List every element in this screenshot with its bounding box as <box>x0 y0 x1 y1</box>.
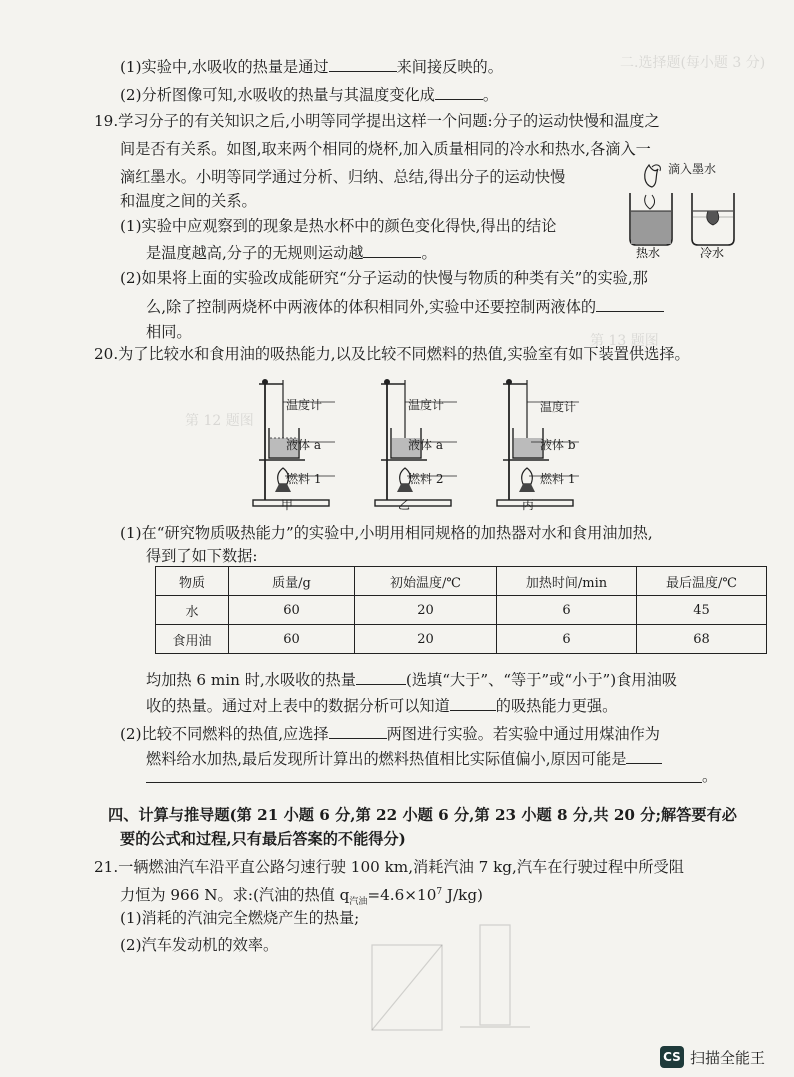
liquid-label-a: 液体 a <box>286 438 321 452</box>
table-row <box>156 596 767 625</box>
q19-line1: 19.学习分子的有关知识之后,小明等同学提出这样一个问题:分子的运动快慢和温度之 <box>94 112 660 130</box>
q18-part2: (2)分析图像可知,水吸收的热量与其温度变化成 。 <box>120 83 498 105</box>
q21-sub1: (1)消耗的汽油完全燃烧产生的热量; <box>120 909 360 927</box>
thermometer-label-a: 温度计 <box>286 398 323 412</box>
answer-blank <box>329 722 387 739</box>
table-cell: 6 <box>497 596 637 625</box>
table-cell: 60 <box>229 596 355 625</box>
figure-name-c: 丙 <box>522 498 535 512</box>
q21-sub2: (2)汽车发动机的效率。 <box>120 936 279 954</box>
answer-blank <box>435 83 483 100</box>
table-header: 最后温度/℃ <box>637 567 767 596</box>
table-header: 物质 <box>156 567 229 596</box>
table-cell: 45 <box>637 596 767 625</box>
thermometer-label-b: 温度计 <box>408 398 445 412</box>
answer-blank <box>363 241 421 258</box>
answer-line <box>146 782 702 783</box>
section-heading: 四、计算与推导题(第 21 小题 6 分,第 22 小题 6 分,第 23 小题 8 分,共 20 分;解答要有必 <box>108 806 737 824</box>
q21-line1: 21.一辆燃油汽车沿平直公路匀速行驶 100 km,消耗汽油 7 kg,汽车在行驶过程中所受阻 <box>94 858 684 876</box>
table-header: 加热时间/min <box>497 567 637 596</box>
answer-blank <box>329 55 397 72</box>
table-cell: 水 <box>156 596 229 625</box>
table-row <box>156 625 767 654</box>
q20-sub2c: 。 <box>702 767 718 785</box>
q18-part1: (1)实验中,水吸收的热量是通过 来间接反映的。 <box>120 55 503 77</box>
ink-drop-label: 滴入墨水 <box>668 162 717 176</box>
q20-sub1d: 收的热量。通过对上表中的数据分析可以知道 的吸热能力更强。 <box>146 694 617 716</box>
table-header: 质量/g <box>229 567 355 596</box>
scanner-brand-name: 扫描全能王 <box>690 1049 766 1067</box>
thermometer-label-c: 温度计 <box>540 400 577 414</box>
table-cell: 6 <box>497 625 637 654</box>
q19-sub2b: 么,除了控制两烧杯中两液体的体积相同外,实验中还要控制两液体的 <box>146 295 664 317</box>
q20-sub1c: 均加热 6 min 时,水吸收的热量 (选填“大于”、“等于”或“小于”)食用油吸 <box>146 668 677 690</box>
figure-name-a: 甲 <box>281 498 294 512</box>
q20-sub1b: 得到了如下数据: <box>146 547 258 565</box>
cold-water-label: 冷水 <box>700 246 725 259</box>
q20-sub2b: 燃料给水加热,最后发现所计算出的燃料热值相比实际值偏小,原因可能是 <box>146 747 662 769</box>
q20-sub1a: (1)在“研究物质吸热能力”的实验中,小明用相同规格的加热器对水和食用油加热, <box>120 524 653 542</box>
table-cell: 食用油 <box>156 625 229 654</box>
fuel-label-a: 燃料 1 <box>286 472 322 486</box>
data-table <box>155 566 767 654</box>
answer-blank <box>450 694 496 711</box>
q19-sub1b: 是温度越高,分子的无规则运动越 。 <box>146 241 437 263</box>
fuel-label-b: 燃料 2 <box>408 472 444 486</box>
table-cell: 20 <box>355 596 497 625</box>
liquid-label-b: 液体 a <box>408 438 443 452</box>
table-cell: 20 <box>355 625 497 654</box>
q19-line4: 和温度之间的关系。 <box>120 192 257 210</box>
answer-blank <box>356 668 406 685</box>
q21-line2: 力恒为 966 N。求:(汽油的热值 $q_{汽油}=4.6\times 10^7$ J/kg) <box>120 886 483 908</box>
table-cell: 60 <box>229 625 355 654</box>
q19-line3: 滴红墨水。小明等同学通过分析、归纳、总结,得出分子的运动快慢 <box>120 168 566 186</box>
q19-line2: 间是否有关系。如图,取来两个相同的烧杯,加入质量相同的冷水和热水,各滴入一 <box>120 140 651 158</box>
answer-blank <box>626 747 662 764</box>
table-header-row <box>156 567 767 596</box>
scanner-logo: CS <box>660 1046 684 1068</box>
liquid-label-c: 液体 b <box>540 438 576 452</box>
q19-sub1a: (1)实验中应观察到的现象是热水杯中的颜色变化得快,得出的结论 <box>120 217 557 235</box>
hot-water-label: 热水 <box>636 246 661 259</box>
q20-sub2a: (2)比较不同燃料的热值,应选择 两图进行实验。若实验中通过用煤油作为 <box>120 722 660 744</box>
fuel-label-c: 燃料 1 <box>540 472 576 486</box>
table-header: 初始温度/℃ <box>355 567 497 596</box>
table-cell: 68 <box>637 625 767 654</box>
answer-blank <box>596 295 664 312</box>
bleed-through-diagram <box>360 915 540 1040</box>
section-heading-cont: 要的公式和过程,只有最后答案的不能得分) <box>120 830 406 848</box>
q19-sub2c: 相同。 <box>146 323 192 341</box>
q19-sub2a: (2)如果将上面的实验改成能研究“分子运动的快慢与物质的种类有关”的实验,那 <box>120 269 648 287</box>
figure-name-b: 乙 <box>398 498 411 512</box>
q20-line1: 20.为了比较水和食用油的吸热能力,以及比较不同燃料的热值,实验室有如下装置供选择。 <box>94 345 690 363</box>
